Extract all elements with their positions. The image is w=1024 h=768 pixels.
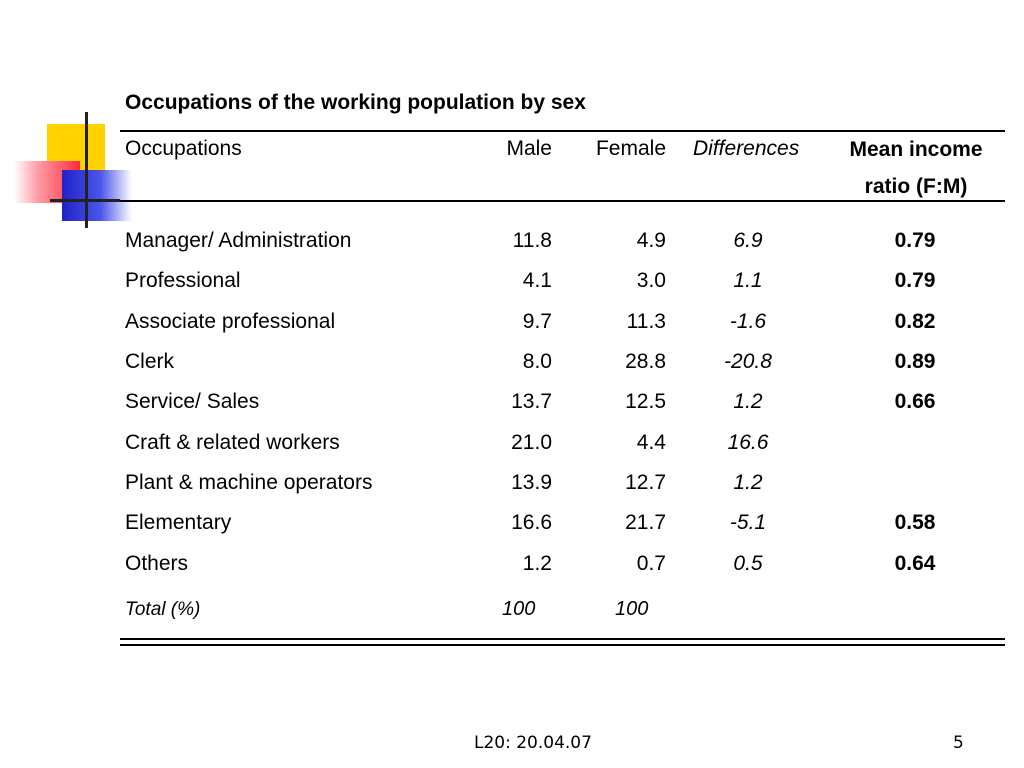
header-male: Male [506,137,552,160]
cell-difference: -20.8 [724,350,772,373]
cell-male: 11.8 [512,229,552,252]
header-mean-income-ratio: Mean income ratio (F:M) [849,138,983,198]
cell-difference: 16.6 [727,431,769,454]
cell-ratio: 0.58 [894,511,936,534]
cell-difference: 1.2 [733,471,763,494]
cell-occupation: Manager/ Administration [125,229,352,252]
cell-difference: -1.6 [729,310,767,333]
cell-ratio: 0.82 [894,310,936,333]
cell-male: 1.2 [522,552,552,575]
cell-difference: 6.9 [733,229,763,252]
cell-male: 13.9 [511,471,552,494]
table-title: Occupations of the working population by sex [125,91,586,114]
cell-occupation: Elementary [125,511,232,534]
cell-female: 3.0 [636,269,666,292]
cell-ratio: 0.79 [894,269,936,292]
cell-male: 9.7 [522,310,552,333]
cell-female: 12.5 [625,390,666,413]
total-female: 100 [615,598,649,620]
cell-occupation: Professional [125,269,241,292]
header-occupations: Occupations [125,137,242,160]
cell-difference: -5.1 [729,511,767,534]
cell-occupation: Clerk [125,350,175,373]
cell-female: 21.7 [625,511,666,534]
cell-male: 16.6 [511,511,552,534]
cell-occupation: Plant & machine operators [125,471,373,494]
table-bottom-rule-2 [120,644,1005,646]
cell-ratio: 0.66 [894,390,936,413]
cell-ratio: 0.89 [894,350,936,373]
cell-female: 0.7 [636,552,666,575]
ornament-vertical-line [85,112,88,228]
cell-difference: 0.5 [733,552,763,575]
cell-occupation: Associate professional [125,310,336,333]
total-label: Total (%) [125,599,201,620]
cell-male: 8.0 [522,350,552,373]
cell-male: 21.0 [511,431,552,454]
footer-date: L20: 20.04.07 [474,733,592,753]
total-male: 100 [502,598,536,620]
cell-occupation: Others [125,552,189,575]
cell-difference: 1.2 [733,390,763,413]
slide-ornament [0,0,140,240]
header-differences: Differences [693,137,800,160]
ornament-horizontal-line [50,199,120,202]
cell-female: 4.9 [636,229,666,252]
cell-female: 12.7 [625,471,666,494]
cell-occupation: Craft & related workers [125,431,340,454]
cell-occupation: Service/ Sales [125,390,260,413]
cell-female: 28.8 [625,350,666,373]
cell-female: 4.4 [636,431,666,454]
ornament-blue-gradient [62,170,132,221]
cell-ratio: 0.64 [894,552,936,575]
header-female: Female [595,137,666,160]
cell-difference: 1.1 [733,269,763,292]
table-bottom-rule-1 [120,638,1005,640]
cell-male: 4.1 [522,269,552,292]
cell-male: 13.7 [511,390,552,413]
cell-ratio: 0.79 [894,229,936,252]
cell-female: 11.3 [626,310,666,333]
slide-page-number: 5 [953,733,964,753]
